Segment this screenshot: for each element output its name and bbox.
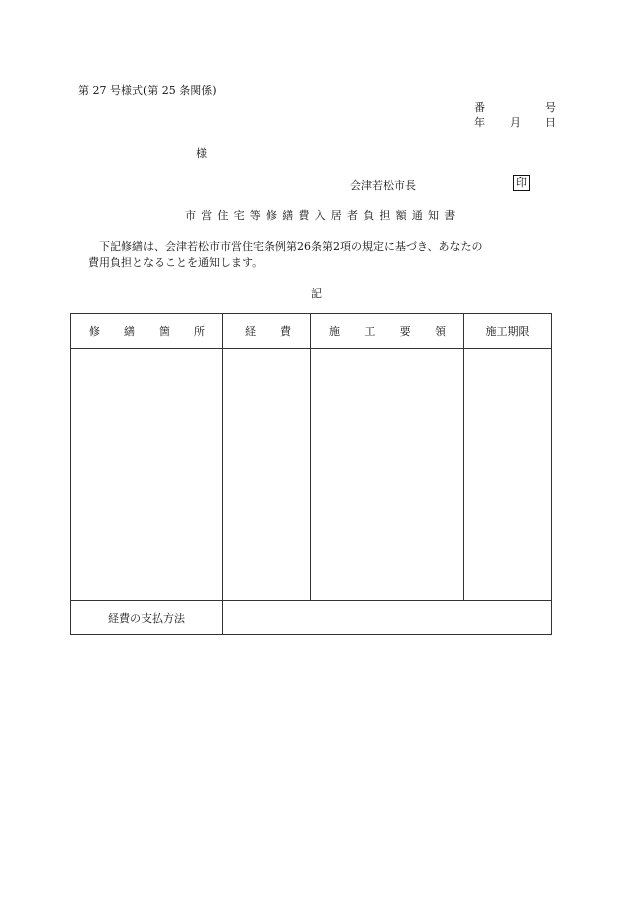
addressee-suffix: 様 xyxy=(196,147,207,160)
cell-cost[interactable] xyxy=(223,349,311,601)
document-title: 市営住宅等修繕費入居者負担額通知書 xyxy=(185,209,461,222)
cell-construction-deadline[interactable] xyxy=(464,349,552,601)
header-cost: 経 費 xyxy=(223,314,311,349)
header-repair-location: 修 繕 箇 所 xyxy=(71,314,223,349)
table-footer-row xyxy=(71,601,552,635)
body-line-1: 下記修繕は、会津若松市市営住宅条例第26条第2項の規定に基づき、あなたの xyxy=(99,240,483,253)
header-construction-method: 施 工 要 領 xyxy=(311,314,464,349)
header-construction-deadline: 施工期限 xyxy=(464,314,552,349)
repair-table xyxy=(70,313,552,635)
number-label-go: 号 xyxy=(545,101,556,114)
payment-method-cell[interactable] xyxy=(223,601,552,635)
date-label-year: 年 xyxy=(474,116,485,129)
body-line-2: 費用負担となることを通知します。 xyxy=(88,256,264,269)
table-header-row xyxy=(71,314,552,349)
cell-repair-location[interactable] xyxy=(71,349,223,601)
table-body-row xyxy=(71,349,552,601)
issuer: 会津若松市長 xyxy=(350,179,416,192)
ki-heading: 記 xyxy=(311,287,322,300)
payment-method-label: 経費の支払方法 xyxy=(71,601,223,635)
form-number: 第 27 号様式(第 25 条関係) xyxy=(78,84,217,97)
seal-mark: 印 xyxy=(513,175,530,191)
number-label-ban: 番 xyxy=(474,101,485,114)
date-label-month: 月 xyxy=(510,116,521,129)
cell-construction-method[interactable] xyxy=(311,349,464,601)
date-label-day: 日 xyxy=(545,116,556,129)
